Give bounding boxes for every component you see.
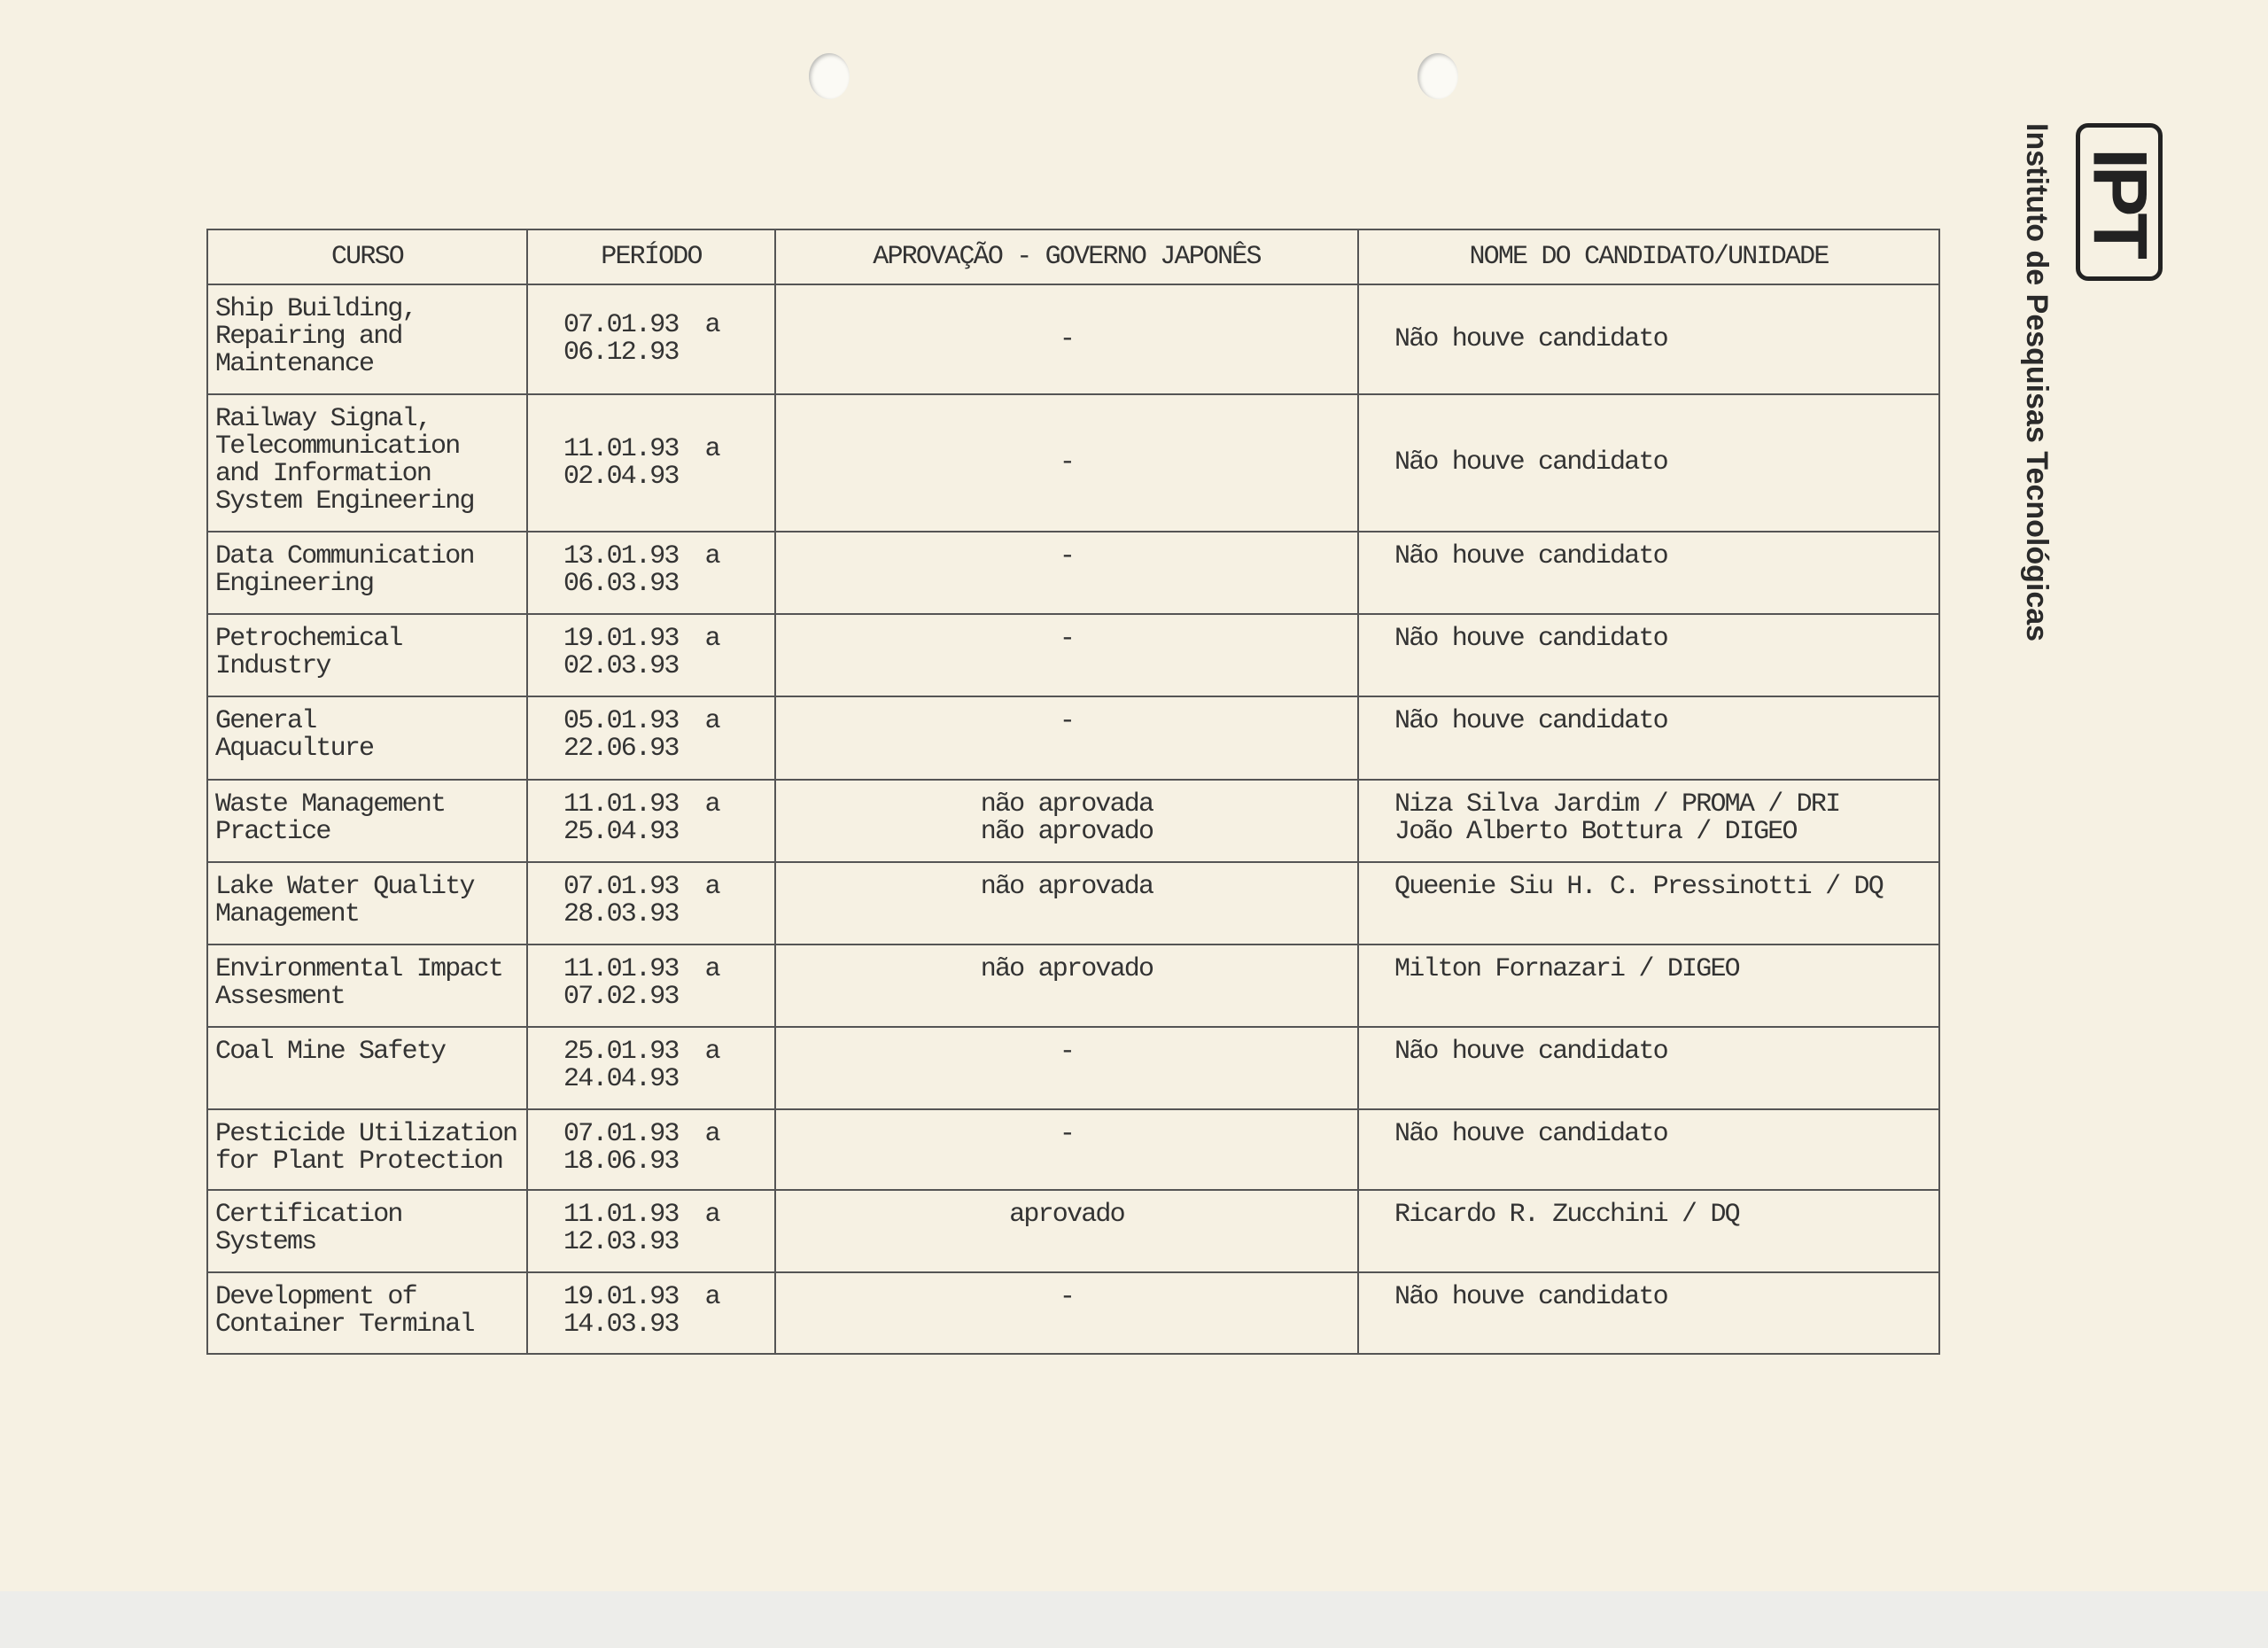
table-row <box>207 614 1939 696</box>
period-end: 24.04.93 <box>563 1064 679 1094</box>
candidate-cell: Não houve candidato <box>1358 1027 1939 1109</box>
period-separator: a <box>704 954 719 984</box>
candidate-cell: Não houve candidato <box>1358 284 1939 394</box>
period-start: 13.01.93 <box>563 541 679 571</box>
approval-cell: não aprovada <box>775 862 1358 944</box>
course-cell: Environmental Impact Assesment <box>207 944 527 1027</box>
table-row <box>207 284 1939 394</box>
period-cell <box>527 1272 775 1354</box>
period-cell <box>527 1027 775 1109</box>
approval-cell: aprovado <box>775 1190 1358 1272</box>
table-row <box>207 1027 1939 1109</box>
scan-background <box>0 1591 2268 1648</box>
course-cell: Coal Mine Safety <box>207 1027 527 1109</box>
period-separator: a <box>704 789 719 820</box>
institute-name: Instituto de Pesquisas Tecnológicas <box>2020 123 2054 642</box>
table-row <box>207 394 1939 532</box>
approval-cell: - <box>775 284 1358 394</box>
candidate-cell: Não houve candidato <box>1358 614 1939 696</box>
period-end: 07.02.93 <box>563 982 679 1012</box>
period-separator: a <box>704 1119 719 1149</box>
period-cell <box>527 944 775 1027</box>
period-end: 02.03.93 <box>563 651 679 681</box>
period-end: 28.03.93 <box>563 899 679 929</box>
logo-text: IPT <box>2077 148 2163 256</box>
approval-cell: - <box>775 1272 1358 1354</box>
header-aprovacao: APROVAÇÃO - GOVERNO JAPONÊS <box>775 229 1358 284</box>
approval-cell: não aprovado <box>775 944 1358 1027</box>
table-row <box>207 1190 1939 1272</box>
period-end: 06.12.93 <box>563 338 679 368</box>
period-start: 19.01.93 <box>563 624 679 654</box>
period-start: 07.01.93 <box>563 310 679 340</box>
header-curso: CURSO <box>207 229 527 284</box>
candidate-cell: Queenie Siu H. C. Pressinotti / DQ <box>1358 862 1939 944</box>
candidate-cell: Niza Silva Jardim / PROMA / DRI João Alberto Bottura / DIGEO <box>1358 780 1939 862</box>
approval-cell: - <box>775 696 1358 780</box>
period-end: 06.03.93 <box>563 569 679 599</box>
period-separator: a <box>704 1282 719 1312</box>
period-start: 11.01.93 <box>563 954 679 984</box>
period-end: 14.03.93 <box>563 1310 679 1340</box>
period-end: 02.04.93 <box>563 461 679 492</box>
approval-cell: - <box>775 532 1358 614</box>
table-row <box>207 1272 1939 1354</box>
course-cell: Pesticide Utilization for Plant Protection <box>207 1109 527 1190</box>
period-separator: a <box>704 1200 719 1230</box>
period-cell <box>527 532 775 614</box>
candidate-cell: Ricardo R. Zucchini / DQ <box>1358 1190 1939 1272</box>
course-cell: Railway Signal, Telecommunication and Information System Engineering <box>207 394 527 532</box>
period-start: 19.01.93 <box>563 1282 679 1312</box>
period-separator: a <box>704 706 719 736</box>
period-end: 12.03.93 <box>563 1227 679 1257</box>
table-row <box>207 780 1939 862</box>
period-separator: a <box>704 541 719 571</box>
table-row <box>207 862 1939 944</box>
period-cell <box>527 780 775 862</box>
period-separator: a <box>704 624 719 654</box>
period-end: 18.06.93 <box>563 1147 679 1177</box>
period-separator: a <box>704 310 719 340</box>
period-cell <box>527 284 775 394</box>
punch-hole-left <box>809 53 850 99</box>
period-cell <box>527 862 775 944</box>
period-start: 11.01.93 <box>563 789 679 820</box>
table-header-row <box>207 229 1939 284</box>
period-cell <box>527 394 775 532</box>
course-cell: Ship Building, Repairing and Maintenance <box>207 284 527 394</box>
period-cell <box>527 696 775 780</box>
period-end: 25.04.93 <box>563 817 679 847</box>
course-cell: Certification Systems <box>207 1190 527 1272</box>
period-start: 25.01.93 <box>563 1037 679 1067</box>
approval-cell: - <box>775 614 1358 696</box>
period-start: 07.01.93 <box>563 872 679 902</box>
candidate-cell: Não houve candidato <box>1358 394 1939 532</box>
header-periodo: PERÍODO <box>527 229 775 284</box>
approval-cell: - <box>775 1027 1358 1109</box>
course-cell: Data Communication Engineering <box>207 532 527 614</box>
approval-cell: não aprovada não aprovado <box>775 780 1358 862</box>
period-start: 11.01.93 <box>563 433 679 464</box>
period-separator: a <box>704 1037 719 1067</box>
period-cell <box>527 1190 775 1272</box>
candidate-cell: Milton Fornazari / DIGEO <box>1358 944 1939 1027</box>
candidate-cell: Não houve candidato <box>1358 1109 1939 1190</box>
period-cell <box>527 614 775 696</box>
period-start: 05.01.93 <box>563 706 679 736</box>
period-separator: a <box>704 433 719 464</box>
period-separator: a <box>704 872 719 902</box>
table-row <box>207 532 1939 614</box>
courses-table <box>206 229 1940 1355</box>
period-cell <box>527 1109 775 1190</box>
candidate-cell: Não houve candidato <box>1358 532 1939 614</box>
candidate-cell: Não houve candidato <box>1358 1272 1939 1354</box>
header-nome: NOME DO CANDIDATO/UNIDADE <box>1358 229 1939 284</box>
approval-cell: - <box>775 1109 1358 1190</box>
table-row <box>207 696 1939 780</box>
course-cell: Lake Water Quality Management <box>207 862 527 944</box>
period-start: 07.01.93 <box>563 1119 679 1149</box>
table-row <box>207 1109 1939 1190</box>
course-cell: General Aquaculture <box>207 696 527 780</box>
approval-cell: - <box>775 394 1358 532</box>
period-end: 22.06.93 <box>563 734 679 764</box>
course-cell: Waste Management Practice <box>207 780 527 862</box>
course-cell: Petrochemical Industry <box>207 614 527 696</box>
ipt-logo <box>2076 123 2163 281</box>
table-row <box>207 944 1939 1027</box>
period-start: 11.01.93 <box>563 1200 679 1230</box>
candidate-cell: Não houve candidato <box>1358 696 1939 780</box>
punch-hole-right <box>1418 53 1458 99</box>
course-cell: Development of Container Terminal <box>207 1272 527 1354</box>
